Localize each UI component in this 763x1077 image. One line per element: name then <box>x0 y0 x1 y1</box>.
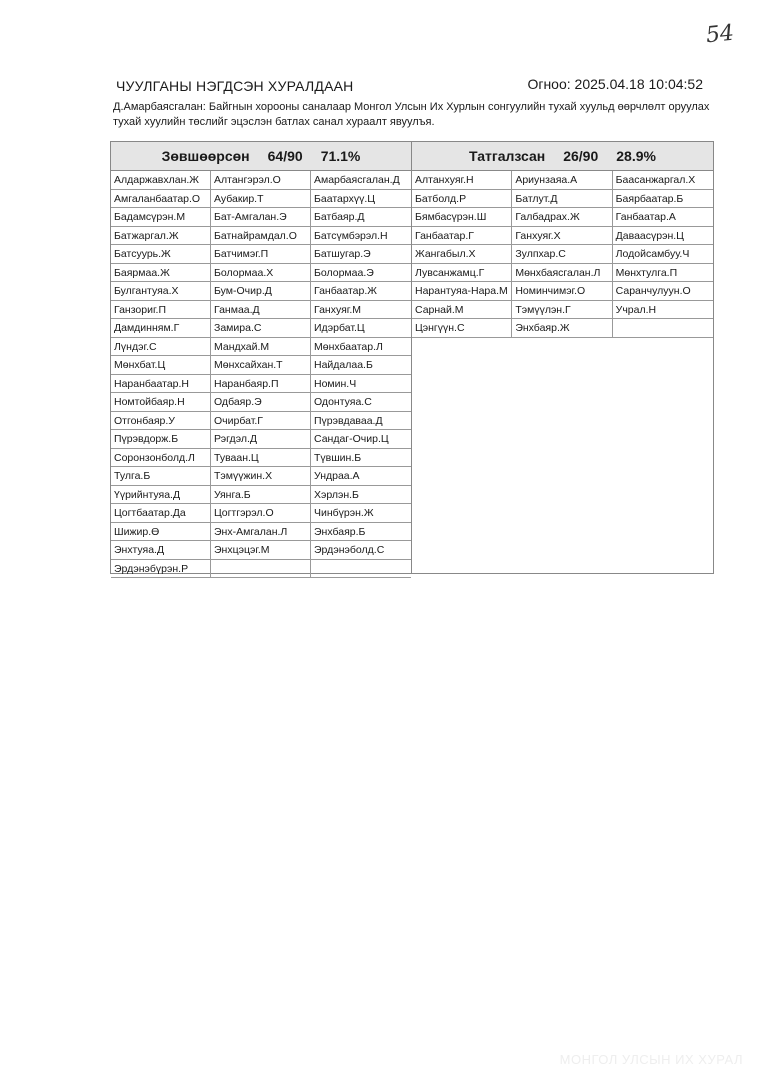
approve-name-cell: Ганзориг.П <box>111 301 211 320</box>
approve-name-cell <box>211 560 311 579</box>
approve-name-cell: Болормаа.Х <box>211 264 311 283</box>
reject-percent: 28.9% <box>616 148 656 164</box>
reject-name-cell: Бямбасүрэн.Ш <box>412 208 512 227</box>
reject-name-cell: Ганхуяг.Х <box>512 227 612 246</box>
approve-name-cell: Сандаг-Очир.Ц <box>311 430 411 449</box>
approve-name-cell: Соронзонболд.Л <box>111 449 211 468</box>
approve-name-cell: Баярмаа.Ж <box>111 264 211 283</box>
approve-name-cell: Пүрэвдаваа.Д <box>311 412 411 431</box>
approve-name-cell: Аубакир.Т <box>211 190 311 209</box>
approve-name-cell: Амарбаясгалан.Д <box>311 171 411 190</box>
reject-header <box>412 142 713 171</box>
reject-label: Татгалзсан <box>469 148 546 164</box>
approve-name-cell: Чинбүрэн.Ж <box>311 504 411 523</box>
reject-panel <box>411 141 714 574</box>
watermark: МОНГОЛ УЛСЫН ИХ ХУРАЛ <box>559 1052 743 1067</box>
session-date: Огноо: 2025.04.18 10:04:52 <box>527 76 703 92</box>
reject-name-grid <box>412 171 713 338</box>
approve-name-cell: Цогтбаатар.Да <box>111 504 211 523</box>
reject-name-cell: Саранчулуун.О <box>613 282 713 301</box>
approve-name-cell: Шижир.Ө <box>111 523 211 542</box>
approve-name-cell <box>311 560 411 579</box>
reject-name-cell: Жангабыл.Х <box>412 245 512 264</box>
approve-name-cell: Уянга.Б <box>211 486 311 505</box>
reject-name-cell: Цэнгүүн.С <box>412 319 512 338</box>
vote-results <box>110 141 713 573</box>
reject-name-cell: Мөнхбаясгалан.Л <box>512 264 612 283</box>
approve-name-cell: Ганмаа.Д <box>211 301 311 320</box>
approve-percent: 71.1% <box>320 148 361 164</box>
reject-name-cell: Лодойсамбуу.Ч <box>613 245 713 264</box>
approve-name-cell: Алдаржавхлан.Ж <box>111 171 211 190</box>
approve-name-cell: Ганхуяг.М <box>311 301 411 320</box>
approve-name-cell: Энхцэцэг.М <box>211 541 311 560</box>
reject-name-cell: Галбадрах.Ж <box>512 208 612 227</box>
approve-name-cell: Бум-Очир.Д <box>211 282 311 301</box>
reject-name-cell: Мөнхтулга.П <box>613 264 713 283</box>
approve-name-cell: Лүндэг.С <box>111 338 211 357</box>
approve-name-cell: Батсуурь.Ж <box>111 245 211 264</box>
approve-name-cell: Алтангэрэл.О <box>211 171 311 190</box>
reject-count: 26/90 <box>563 148 599 164</box>
approve-name-cell: Туваан.Ц <box>211 449 311 468</box>
approve-name-cell: Пүрэвдорж.Б <box>111 430 211 449</box>
approve-name-cell: Батбаяр.Д <box>311 208 411 227</box>
approve-name-cell: Очирбат.Г <box>211 412 311 431</box>
approve-name-cell: Үүрийнтуяа.Д <box>111 486 211 505</box>
approve-name-cell: Одонтуяа.С <box>311 393 411 412</box>
reject-name-cell: Тэмүүлэн.Г <box>512 301 612 320</box>
reject-name-cell: Алтанхуяг.Н <box>412 171 512 190</box>
approve-name-cell: Батжаргал.Ж <box>111 227 211 246</box>
reject-name-cell: Нарантуяа-Нара.М <box>412 282 512 301</box>
reject-name-cell: Номинчимэг.О <box>512 282 612 301</box>
approve-name-cell: Наранбаатар.Н <box>111 375 211 394</box>
reject-name-cell: Батболд.Р <box>412 190 512 209</box>
approve-name-cell: Батнайрамдал.О <box>211 227 311 246</box>
reject-name-cell: Даваасүрэн.Ц <box>613 227 713 246</box>
approve-name-cell: Тэмүүжин.Х <box>211 467 311 486</box>
reject-name-cell: Баярбаатар.Б <box>613 190 713 209</box>
approve-name-cell: Энхтуяа.Д <box>111 541 211 560</box>
page-number: 54 <box>704 20 736 49</box>
approve-name-cell: Энхбаяр.Б <box>311 523 411 542</box>
approve-name-cell: Бат-Амгалан.Э <box>211 208 311 227</box>
approve-name-cell: Түвшин.Б <box>311 449 411 468</box>
approve-name-cell: Батсүмбэрэл.Н <box>311 227 411 246</box>
reject-name-cell: Батлут.Д <box>512 190 612 209</box>
reject-name-cell: Баасанжаргал.Х <box>613 171 713 190</box>
reject-name-cell: Ариунзаяа.А <box>512 171 612 190</box>
approve-name-cell: Номин.Ч <box>311 375 411 394</box>
approve-name-cell: Булгантуяа.Х <box>111 282 211 301</box>
approve-name-grid <box>111 171 411 578</box>
approve-label: Зөвшөөрсөн <box>161 148 250 164</box>
reject-name-cell: Сарнай.М <box>412 301 512 320</box>
reject-name-cell: Зулпхар.С <box>512 245 612 264</box>
approve-name-cell: Номтойбаяр.Н <box>111 393 211 412</box>
vote-description: Д.Амарбаясгалан: Байгнын хорооны саналаар Монгол Улсын Их Хурлын сонгуулийн тухай хуульд өөрчлөлт оруулах тухай хуулийн төслийг эцэслэн батлах санал хураалт явуулъя. <box>113 101 710 128</box>
approve-count: 64/90 <box>267 148 303 164</box>
reject-name-cell: Ганбаатар.А <box>613 208 713 227</box>
reject-name-cell: Лувсанжамц.Г <box>412 264 512 283</box>
approve-name-cell: Цогтгэрэл.О <box>211 504 311 523</box>
approve-name-cell: Ундраа.А <box>311 467 411 486</box>
approve-name-cell: Ганбаатар.Ж <box>311 282 411 301</box>
approve-name-cell: Эрдэнэбүрэн.Р <box>111 560 211 579</box>
approve-header <box>111 142 411 171</box>
approve-name-cell: Мөнхсайхан.Т <box>211 356 311 375</box>
approve-name-cell: Бадамсүрэн.М <box>111 208 211 227</box>
approve-name-cell: Амгаланбаатар.О <box>111 190 211 209</box>
approve-name-cell: Болормаа.Э <box>311 264 411 283</box>
approve-name-cell: Эрдэнэболд.С <box>311 541 411 560</box>
reject-name-cell <box>613 319 713 338</box>
approve-name-cell: Найдалаа.Б <box>311 356 411 375</box>
approve-name-cell: Отгонбаяр.У <box>111 412 211 431</box>
reject-name-cell: Энхбаяр.Ж <box>512 319 612 338</box>
reject-name-cell: Ганбаатар.Г <box>412 227 512 246</box>
approve-panel <box>110 141 412 574</box>
approve-name-cell: Идэрбат.Ц <box>311 319 411 338</box>
approve-name-cell: Наранбаяр.П <box>211 375 311 394</box>
approve-name-cell: Мандхай.М <box>211 338 311 357</box>
approve-name-cell: Хэрлэн.Б <box>311 486 411 505</box>
approve-name-cell: Рэгдэл.Д <box>211 430 311 449</box>
approve-name-cell: Дамдинням.Г <box>111 319 211 338</box>
approve-name-cell: Мөнхбат.Ц <box>111 356 211 375</box>
page-title: ЧУУЛГАНЫ НЭГДСЭН ХУРАЛДААН <box>116 78 354 94</box>
approve-name-cell: Мөнхбаатар.Л <box>311 338 411 357</box>
approve-name-cell: Энх-Амгалан.Л <box>211 523 311 542</box>
approve-name-cell: Батшугар.Э <box>311 245 411 264</box>
approve-name-cell: Замира.С <box>211 319 311 338</box>
approve-name-cell: Одбаяр.Э <box>211 393 311 412</box>
approve-name-cell: Батчимэг.П <box>211 245 311 264</box>
approve-name-cell: Тулга.Б <box>111 467 211 486</box>
reject-name-cell: Учрал.Н <box>613 301 713 320</box>
approve-name-cell: Баатархүү.Ц <box>311 190 411 209</box>
